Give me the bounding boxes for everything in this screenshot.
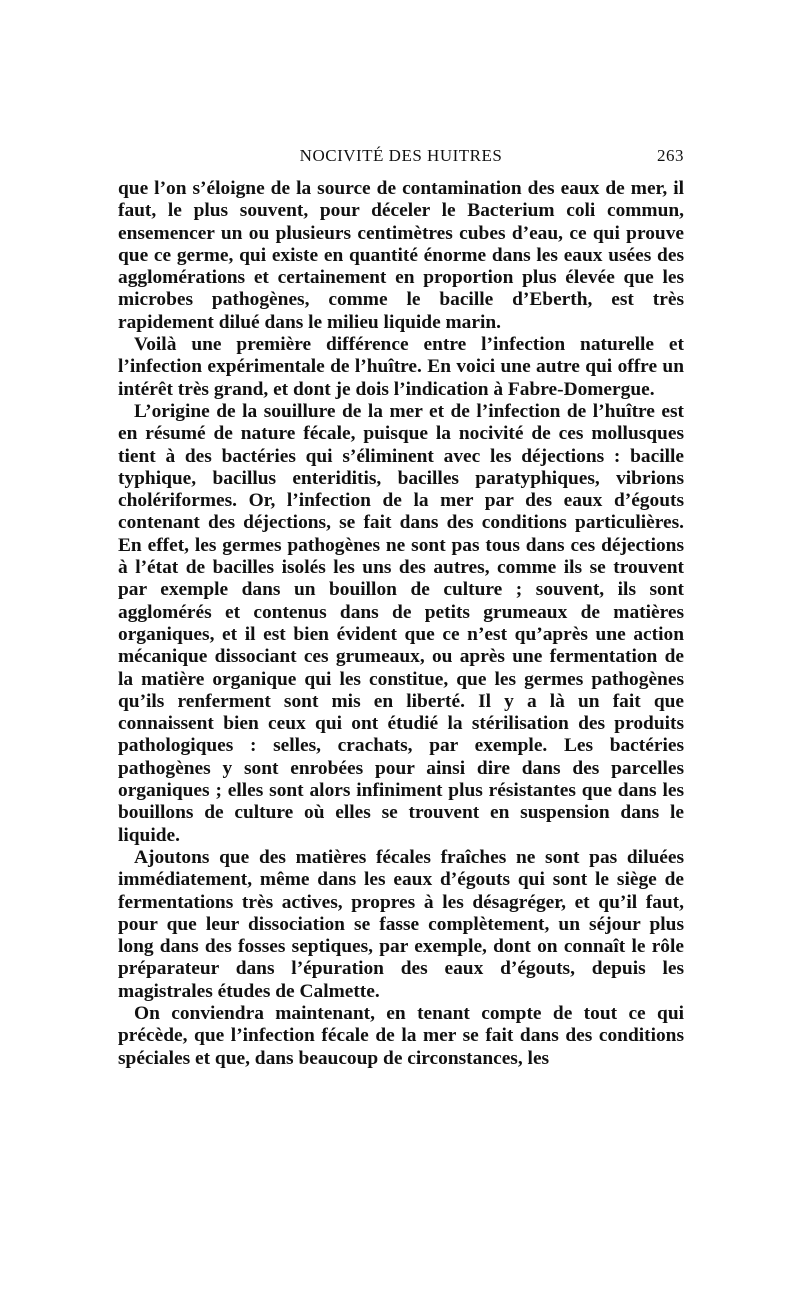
- running-head: [118, 146, 684, 170]
- book-page: [118, 146, 684, 1070]
- paragraph-1: que l’on s’éloigne de la source de contamination des eaux de mer, il faut, le plus souvent, pour déceler le Bacterium coli commun, ensemencer un ou plusieurs centimètres cubes d’eau, ce qui prouve que ce germe, qui existe en quantité énorme dans les eaux usées des agglomérations et certainement en proportion plus élevée que les microbes pathogènes, comme le bacille d’Eberth, est très rapidement dilué dans le milieu liquide marin.: [118, 178, 684, 333]
- paragraph-5: On conviendra maintenant, en tenant compte de tout ce qui précède, que l’infection fécale de la mer se fait dans des conditions spéciales et que, dans beaucoup de circonstances, les: [118, 1002, 684, 1069]
- page-number: 263: [657, 146, 684, 165]
- running-title: NOCIVITÉ DES HUITRES: [299, 146, 503, 165]
- paragraph-2: Voilà une première différence entre l’infection naturelle et l’infection expérimentale de l’huître. En voici une autre qui offre un intérêt très grand, et dont je dois l’indication à Fabre-Domergue.: [118, 334, 684, 400]
- paragraph-3: L’origine de la souillure de la mer et de l’infection de l’huître est en résumé de nature fécale, puisque la nocivité de ces mollusques tient à des bactéries qui s’éliminent avec les déjections : bacille typhique, bacillus enteriditis, bacilles paratyphiques, vibrions cholériformes. Or, l’infection de la mer par des eaux d’égouts contenant des déjections, se fait dans des conditions particulières. En effet, les germes pathogènes ne sont pas tous dans ces déjections à l’état de bacilles isolés les uns des autres, comme ils se trouvent par exemple dans un bouillon de culture ; souvent, ils sont agglomérés et contenus dans de petits grumeaux de matières organiques, et il est bien évident que ce n’est qu’après une action mécanique dissociant ces grumeaux, ou après une fermentation de la matière organique qui les constitue, que les germes pathogènes qu’ils renferment sont mis en liberté. Il y a là un fait que connaissent bien ceux qui ont étudié la stérilisation des produits pathologiques : selles, crachats, par exemple. Les bactéries pathogènes y sont enrobées pour ainsi dire dans des parcelles organiques ; elles sont alors infiniment plus résistantes que dans les bouillons de culture où elles se trouvent en suspension dans le liquide.: [118, 400, 684, 846]
- paragraph-4: Ajoutons que des matières fécales fraîches ne sont pas diluées immédiatement, même dans les eaux d’égouts qui sont le siège de fermentations très actives, propres à les désagréger, et qu’il faut, pour que leur dissociation se fasse complètement, un séjour plus long dans des fosses septiques, par exemple, dont on connaît le rôle préparateur dans l’épuration des eaux d’égouts, depuis les magistrales études de Calmette.: [118, 846, 684, 1002]
- body-text: [118, 178, 684, 1070]
